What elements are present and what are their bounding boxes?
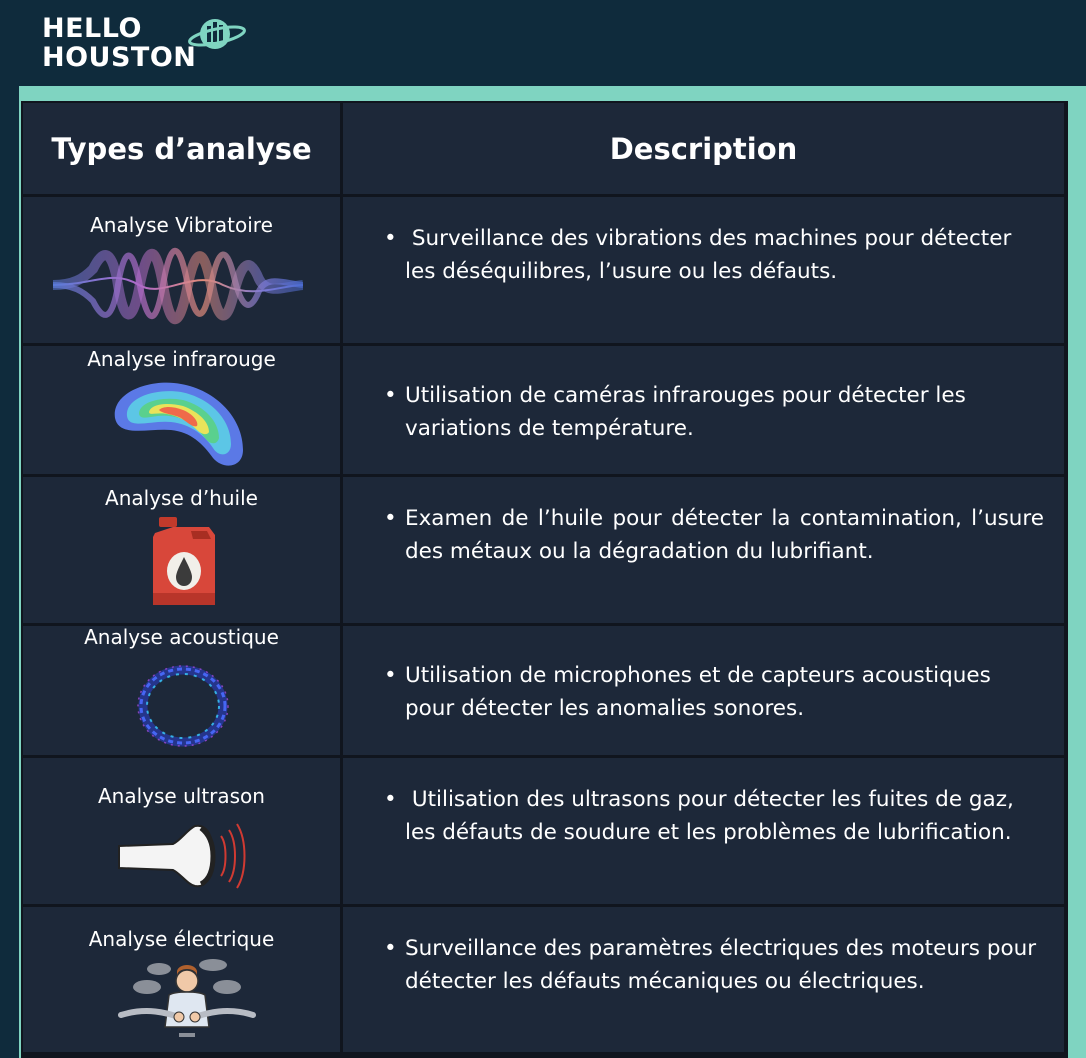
header-description-label: Description xyxy=(609,131,798,166)
header-types xyxy=(23,103,340,194)
row-type-cell xyxy=(23,346,340,474)
row-type-cell xyxy=(23,197,340,343)
planet-icon xyxy=(187,14,249,56)
row-type-label: Analyse électrique xyxy=(88,927,275,951)
bullet-icon: • xyxy=(384,787,397,812)
bullet-icon: • xyxy=(384,663,397,688)
electrician-icon xyxy=(117,957,257,1045)
row-description xyxy=(384,379,1044,445)
row-description-text: Surveillance des vibrations des machines pour détecter les déséquilibres, l’usure ou les défauts. xyxy=(405,226,1019,284)
row-type-cell xyxy=(23,758,340,904)
thermal-map-icon xyxy=(111,378,251,470)
row-type-label: Analyse ultrason xyxy=(98,784,265,808)
row-type-cell xyxy=(23,907,340,1052)
row-type-label: Analyse infrarouge xyxy=(87,347,276,371)
vibration-wave-icon xyxy=(53,239,303,331)
row-description xyxy=(384,932,1044,998)
row-description xyxy=(384,783,1044,849)
row-description xyxy=(384,659,1044,725)
row-description-text: Utilisation de microphones et de capteurs acoustiques pour détecter les anomalies sonores. xyxy=(405,663,991,721)
bullet-icon: • xyxy=(384,506,397,531)
bullet-icon: • xyxy=(384,383,397,408)
brand-line-2: HOUSTON xyxy=(42,42,197,73)
row-type-cell xyxy=(23,477,340,623)
row-description xyxy=(384,502,1044,568)
row-description-text: Utilisation des ultrasons pour détecter les fuites de gaz, les défauts de soudure et les problèmes de lubrification. xyxy=(405,787,1021,845)
brand-logo xyxy=(42,14,196,72)
brand-line-1: HELLO xyxy=(42,13,142,44)
oil-canister-icon xyxy=(149,517,219,609)
row-type-label: Analyse acoustique xyxy=(84,625,279,649)
row-description xyxy=(384,222,1044,288)
row-type-label: Analyse Vibratoire xyxy=(90,213,273,237)
sound-ring-icon xyxy=(135,662,231,750)
bullet-icon: • xyxy=(384,226,397,251)
header-types-label: Types d’analyse xyxy=(51,131,312,166)
row-description-text: Utilisation de caméras infrarouges pour détecter les variations de température. xyxy=(405,383,966,441)
header-description xyxy=(343,103,1064,194)
ultrasound-probe-icon xyxy=(117,816,257,896)
row-type-label: Analyse d’huile xyxy=(105,486,258,510)
bullet-icon: • xyxy=(384,936,397,961)
row-description-text: Surveillance des paramètres électriques des moteurs pour détecter les défauts mécaniques ou électriques. xyxy=(405,936,1037,994)
row-type-cell xyxy=(23,626,340,755)
row-description-text: Examen de l’huile pour détecter la contamination, l’usure des métaux ou la dégradation du lubrifiant. xyxy=(405,506,1044,564)
